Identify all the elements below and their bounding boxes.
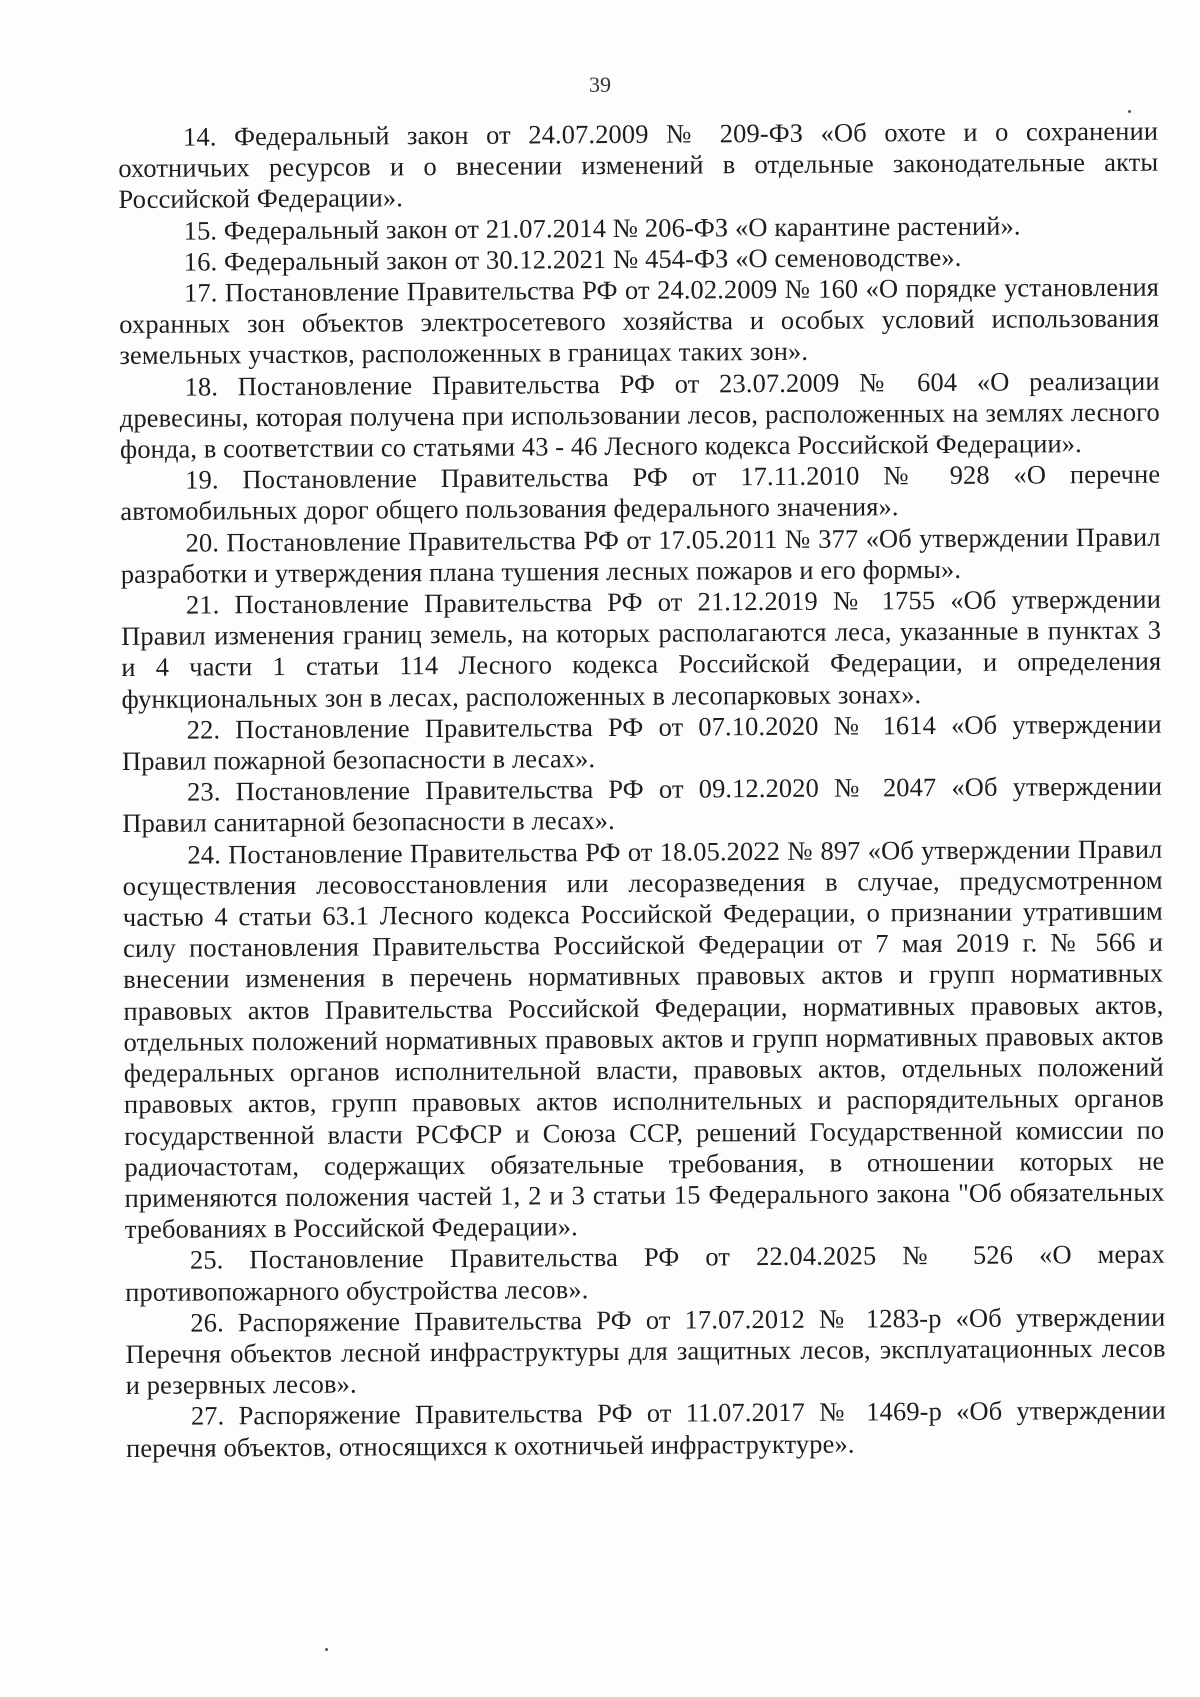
list-item-22: 22. Постановление Правительства РФ от 07.10.2020 № 1614 «Об утверждении Правил пожарной безопасности в лесах». [121, 708, 1162, 777]
list-item-26: 26. Распоряжение Правительства РФ от 17.07.2012 № 1283-р «Об утверждении Перечня объектов лесной инфраструктуры для защитных лесов, эксплуатационных лесов и резервных лесов». [125, 1301, 1166, 1401]
page-number: 39 [589, 72, 611, 97]
list-item-24: 24. Постановление Правительства РФ от 18.05.2022 № 897 «Об утверждении Правил осуществления лесовосстановления или лесоразведения в случае, предусмотренном частью 4 статьи 63.1 Лесного кодекса Российской Федерации, о признании утратившим силу постановления Правительства Российской Федерации от 7 мая 2019 г. № 566 и внесении изменения в перечень нормативных правовых актов и групп нормативных правовых актов Правительства Российской Федерации, нормативных правовых актов, отдельных положений нормативных правовых актов и групп нормативных правовых актов федеральных органов исполнительной власти, правовых актов, отдельных положений правовых актов, групп правовых актов исполнительных и распорядительных органов государственной власти РСФСР и Союза ССР, решений Государственной комиссии по радиочастотам, содержащих обязательные требования, в отношении которых не применяются положения частей 1, 2 и 3 статьи 15 Федерального закона "Об обязательных требованиях в Российской Федерации». [122, 833, 1165, 1245]
list-item-20: 20. Постановление Правительства РФ от 17.05.2011 № 377 «Об утверждении Правил разработки и утверждения плана тушения лесных пожаров и его формы». [120, 521, 1161, 589]
list-item-16: 16. Федеральный закон от 30.12.2021 № 454-ФЗ «О семеноводстве». [183, 241, 962, 277]
list-item-27: 27. Распоряжение Правительства РФ от 11.07.2017 № 1469-р «Об утверждении перечня объектов, относящихся к охотничьей инфраструктуре». [126, 1394, 1166, 1463]
list-item-14: 14. Федеральный закон от 24.07.2009 № 209-ФЗ «Об охоте и о сохранении охотничьих ресурсов и о внесении изменений в отдельные законодательные акты Российской Федерации». [118, 115, 1159, 215]
list-item-18: 18. Постановление Правительства РФ от 23.07.2009 № 604 «О реализации древесины, которая получена при использовании лесов, расположенных на землях лесного фонда, в соответствии со статьями 43 - 46 Лесного кодекса Российской Федерации». [119, 365, 1160, 465]
list-item-19: 19. Постановление Правительства РФ от 17.11.2010 № 928 «О перечне автомобильных дорог общего пользования федерального значения». [120, 458, 1161, 527]
scan-speck [325, 1648, 328, 1651]
list-item-15: 15. Федеральный закон от 21.07.2014 № 206-ФЗ «О карантине растений». [183, 210, 1021, 246]
list-item-17: 17. Постановление Правительства РФ от 24.02.2009 № 160 «О порядке установления охранных зон объектов электросетевого хозяйства и особых условий использования земельных участков, расположенных в границах таких зон». [119, 271, 1160, 371]
list-item-23: 23. Постановление Правительства РФ от 09.12.2020 № 2047 «Об утверждении Правил санитарной безопасности в лесах». [122, 770, 1163, 839]
list-item-21: 21. Постановление Правительства РФ от 21.12.2019 № 1755 «Об утверждении Правил изменения границ земель, на которых располагаются леса, указанные в пунктах 3 и 4 части 1 статьи 114 Лесного кодекса Российской Федерации, и определения функциональных зон в лесах, расположенных в лесопарковых зонах». [121, 583, 1162, 714]
document-body [118, 116, 1166, 1464]
scan-speck [1128, 110, 1131, 113]
list-item-25: 25. Постановление Правительства РФ от 22.04.2025 № 526 «О мерах противопожарного обустройства лесов». [125, 1238, 1166, 1307]
